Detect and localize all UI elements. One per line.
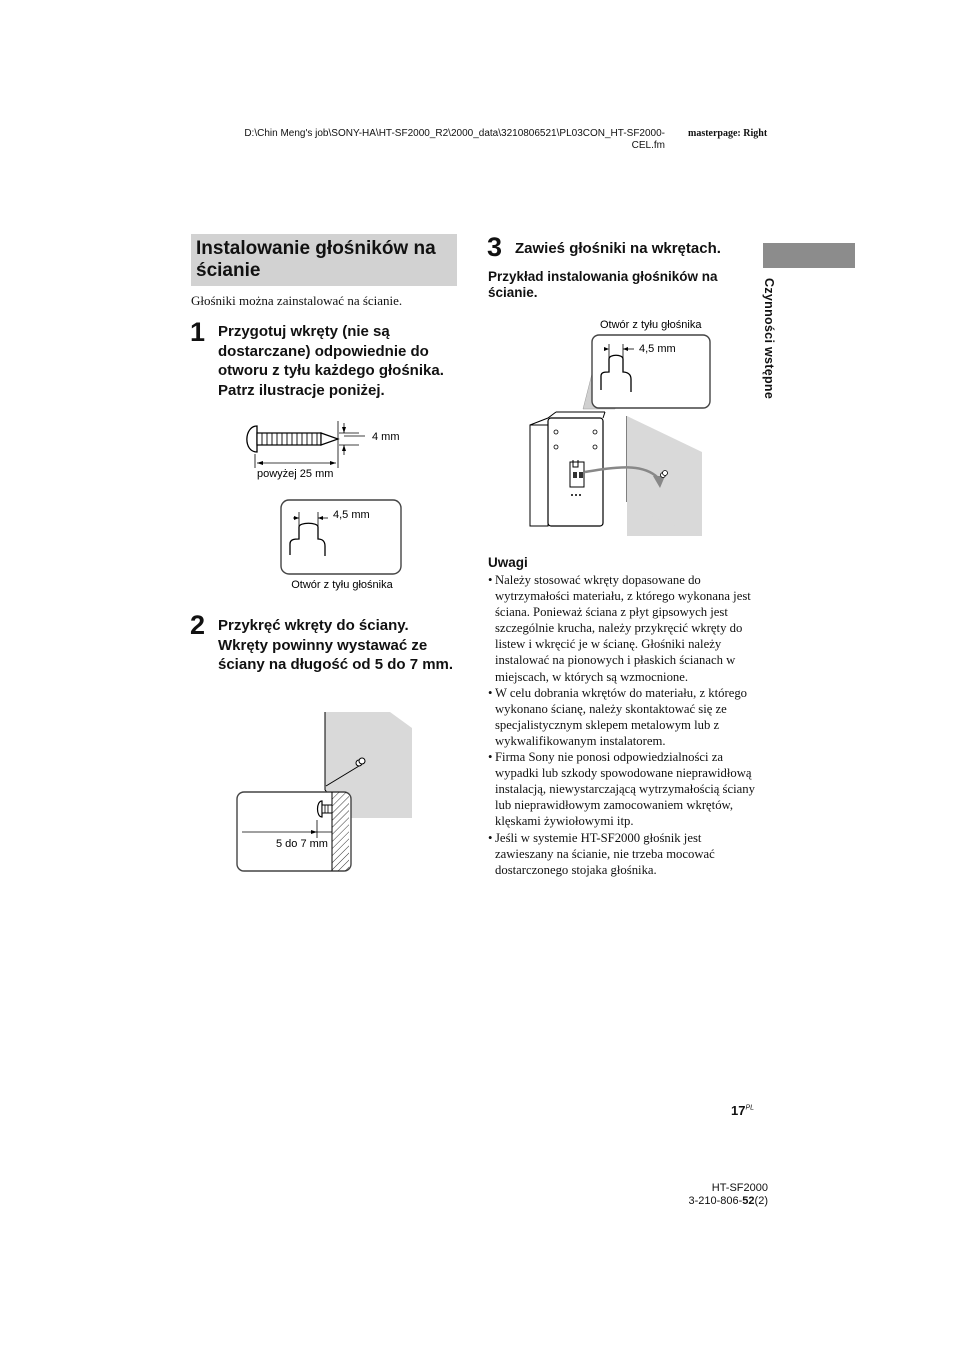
step-1-text: Przygotuj wkręty (nie są dostarczane) odpowiednie do otworu z tyłu każdego głośnika. Patrz ilustracje poniżej. bbox=[218, 323, 444, 399]
page-number bbox=[731, 1103, 754, 1118]
step-2-number: 2 bbox=[190, 610, 206, 640]
note-item: • Należy stosować wkręty dopasowane do wytrzymałości materiału, z którego wykonana jest ściana. Ponieważ ściana z płyt gipsowych jest szczególnie krucha, należy przykręcić wkręty do listew i wkręcić je w ścianę. Głośniki należy instalować na pionowych i płaskich ścianach w miejscach, w których są wzmocnione. bbox=[488, 573, 751, 684]
code-revision: 52 bbox=[742, 1194, 755, 1207]
section-tab-label: Czynności wstępne bbox=[762, 278, 776, 400]
note-item: • Jeśli w systemie HT-SF2000 głośnik jest zawieszany na ścianie, nie trzeba mocować dostarczonego stojaka głośnika. bbox=[488, 830, 715, 877]
step-3-number: 3 bbox=[487, 232, 503, 262]
file-path-line2: CEL.fm bbox=[631, 140, 665, 151]
hole-width-label: 4,5 mm bbox=[333, 509, 370, 521]
file-path-header bbox=[160, 128, 665, 152]
model-name: HT-SF2000 bbox=[711, 1182, 768, 1194]
step-1-number: 1 bbox=[190, 317, 206, 347]
model-code-block bbox=[680, 1182, 768, 1207]
wall-screw-diagram bbox=[232, 708, 422, 878]
note-item: • W celu dobrania wkrętów do materiału, z którego wykonano ścianę, należy skontaktować się ze specjalistycznym sklepem metalowym lub z wykwalifikowanym instalatorem. bbox=[488, 685, 748, 748]
page-language-suffix: PL bbox=[745, 1104, 755, 1112]
example-hole-caption: Otwór z tyłu głośnika bbox=[600, 319, 702, 331]
note-text: Firma Sony nie ponosi odpowiedzialności za wypadki lub szkody spowodowane nieprawidłową instalacją, niewystarczającą wytrzymałością ściany lub nieprawidłowym zamocowaniem wkrętów, klęskami żywiołowymi itp. bbox=[495, 750, 755, 829]
note-text: Jeśli w systemie HT-SF2000 głośnik jest zawieszany na ścianie, nie trzeba mocować dostarczonego stojaka głośnika. bbox=[495, 830, 715, 877]
page-number-value: 17 bbox=[731, 1103, 746, 1118]
notes-heading: Uwagi bbox=[488, 555, 528, 570]
screw-diagram bbox=[235, 418, 435, 493]
screw-diameter-label: 4 mm bbox=[372, 431, 400, 443]
example-hole-width-label: 4,5 mm bbox=[639, 343, 676, 355]
section-title: Instalowanie głośników na ścianie bbox=[196, 238, 436, 281]
speaker-mount-diagram bbox=[525, 312, 725, 540]
intro-text: Głośniki można zainstalować na ścianie. bbox=[191, 293, 403, 308]
file-path-line1: D:\Chin Meng's job\SONY-HA\HT-SF2000_R2\2000_data\3210806521\PL03CON_HT-SF2000- bbox=[244, 128, 665, 139]
protrusion-label: 5 do 7 mm bbox=[276, 838, 328, 850]
example-caption: Przykład instalowania głośników na ścianie. bbox=[488, 269, 718, 300]
hole-diagram bbox=[280, 499, 405, 594]
section-tab-marker bbox=[763, 243, 855, 268]
note-item: • Firma Sony nie ponosi odpowiedzialności za wypadki lub szkody spowodowane nieprawidłową instalacją, niewystarczającą wytrzymałością ściany lub nieprawidłowym zamocowaniem wkrętów, klęskami żywiołowymi itp. bbox=[488, 750, 755, 829]
document-code bbox=[680, 1195, 768, 1208]
step-2-text: Przykręć wkręty do ściany. Wkręty powinny wystawać ze ściany na długość od 5 do 7 mm. bbox=[218, 617, 454, 673]
screw-length-label: powyżej 25 mm bbox=[257, 468, 334, 480]
note-text: Należy stosować wkręty dopasowane do wytrzymałości materiału, z którego wykonana jest ściana. Ponieważ ściana z płyt gipsowych jest szczególnie krucha, należy przykręcić wkręty do listew i wkręcić je w ścianę. Głośniki należy instalować na pionowych i płaskich ścianach w miejscach, w których są wzmocnione. bbox=[495, 573, 751, 684]
masterpage-label: masterpage: Right bbox=[688, 128, 768, 139]
notes-list bbox=[488, 572, 756, 878]
code-suffix: (2) bbox=[754, 1194, 768, 1207]
step-3-text: Zawieś głośniki na wkrętach. bbox=[515, 240, 721, 257]
code-prefix: 3-210-806- bbox=[688, 1194, 743, 1207]
hole-caption: Otwór z tyłu głośnika bbox=[291, 579, 393, 591]
note-text: W celu dobrania wkrętów do materiału, z którego wykonano ścianę, należy skontaktować się ze specjalistycznym sklepem metalowym lub z wykwalifikowanym instalatorem. bbox=[495, 685, 748, 748]
